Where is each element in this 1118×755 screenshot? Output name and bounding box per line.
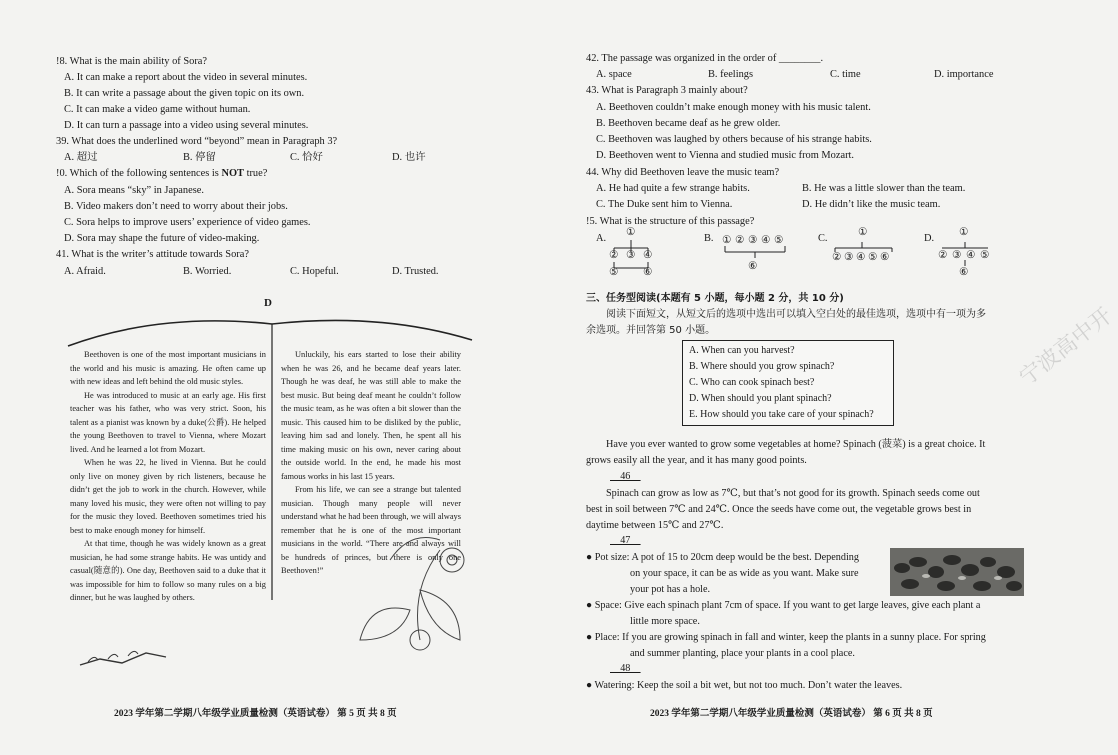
- diagram-b-node-3: ③: [748, 235, 758, 246]
- diagram-b-node-5: ⑤: [774, 235, 784, 246]
- option-item: A. When can you harvest?: [689, 345, 795, 356]
- q43-stem: 43. What is Paragraph 3 mainly about?: [586, 85, 748, 96]
- bullet-pot-line1: ● Pot size: A pot of 15 to 20cm deep would be the best. Depending: [586, 552, 859, 563]
- diagram-b-node-6: ⑥: [748, 261, 758, 272]
- section-letter: D: [264, 297, 272, 309]
- q42-option-d: D. importance: [934, 69, 994, 80]
- para2-line2: best in soil between 7℃ and 24℃. Once the seeds have come out, the vegetable grows best in: [586, 504, 972, 515]
- diagram-b-node-4: ④: [761, 235, 771, 246]
- diagram-d-node-5: ⑤: [980, 250, 990, 261]
- q41-option-a: A. Afraid.: [64, 266, 106, 277]
- passage-paragraph: When he was 22, he lived in Vienna. But he could only live on money given by rich listeners, because he didn’t get the job to work in the church. However, while many loved his music, they were often not willing to pay for the music they loved. Beethoven sometimes tried his best to make enough money for himself.: [70, 458, 266, 535]
- bullet-space-line2: little more space.: [630, 616, 700, 627]
- options-box: [682, 340, 894, 426]
- diagram-a-node-1: ①: [626, 227, 636, 238]
- q44-option-c: C. The Duke sent him to Vienna.: [596, 199, 733, 210]
- passage-paragraph: From his life, we can see a strange but talented musician. Though many people will never understand what he had been through, we will always remember that he is one of the most important musicians in the world. “There are and always will be hundreds of princes, but there is only one Beethoven!”: [281, 485, 461, 575]
- q41-stem: 41. What is the writer’s attitude towards Sora?: [56, 249, 249, 260]
- q40-stem-bold: NOT: [221, 168, 244, 179]
- q40-option-b: B. Video makers don’t need to worry about their jobs.: [64, 201, 288, 212]
- diagram-d-node-3: ③: [952, 250, 962, 261]
- diagram-c-node-4: ④: [856, 252, 866, 263]
- diagram-b-node-1: ①: [722, 235, 732, 246]
- diagram-d-node-6: ⑥: [959, 267, 969, 278]
- diagram-a-node-2: ②: [609, 250, 619, 261]
- option-item: C. Who can cook spinach best?: [689, 377, 815, 388]
- q42-option-b: B. feelings: [708, 69, 754, 80]
- q40-option-c: C. Sora helps to improve users’ experience of video games.: [64, 217, 311, 228]
- spinach-photo: [890, 548, 1024, 596]
- q38-option-d: D. It can turn a passage into a video using several minutes.: [64, 120, 309, 131]
- q44-option-d: D. He didn’t like the music team.: [802, 199, 941, 210]
- q39-option-b: B. 停留: [183, 152, 216, 163]
- blank-47: 47: [610, 535, 641, 546]
- q39-option-c: C. 恰好: [290, 152, 323, 163]
- diagram-c-node-5: ⑤: [868, 252, 878, 263]
- q43-option-d: D. Beethoven went to Vienna and studied music from Mozart.: [596, 150, 855, 161]
- q44-option-b: B. He was a little slower than the team.: [802, 183, 966, 194]
- q42-stem: 42. The passage was organized in the order of ________.: [586, 53, 824, 64]
- q38-option-c: C. It can make a video game without human.: [64, 104, 251, 115]
- left-page: [0, 0, 540, 755]
- option-item: B. Where should you grow spinach?: [689, 361, 835, 372]
- q44-stem: 44. Why did Beethoven leave the music team?: [586, 167, 780, 178]
- q41-option-d: D. Trusted.: [392, 266, 439, 277]
- q38-option-b: B. It can write a passage about the given topic on its own.: [64, 88, 305, 99]
- q40-stem: [56, 167, 267, 180]
- q38-stem: !8. What is the main ability of Sora?: [56, 56, 208, 67]
- q39-option-d: D. 也许: [392, 152, 426, 163]
- passage-paragraph: Beethoven is one of the most important musicians in the world and his music is amazing. He often came up with new ideas and left behind the old music styles.: [70, 350, 266, 386]
- right-footer: 2023 学年第二学期八年级学业质量检测（英语试卷） 第 6 页 共 8 页: [650, 709, 933, 719]
- diagram-a-node-3: ③: [626, 250, 636, 261]
- q38-option-a: A. It can make a report about the video in several minutes.: [64, 72, 308, 83]
- diagram-c-node-1: ①: [858, 227, 868, 238]
- section3-instruction-1: 阅读下面短文，从短文后的选项中选出可以填入空白处的最佳选项，选项中有一项为多: [606, 309, 986, 320]
- diagram-c-node-3: ③: [844, 252, 854, 263]
- diagram-c-node-6: ⑥: [880, 252, 890, 263]
- para1-line2: grows easily all the year, and it has many good points.: [586, 455, 807, 466]
- q43-option-a: A. Beethoven couldn’t make enough money with his music talent.: [596, 102, 871, 113]
- para2-line1: Spinach can grow as low as 7℃, but that’s not good for its growth. Spinach seeds come out: [606, 488, 980, 499]
- q40-option-a: A. Sora means “sky” in Japanese.: [64, 185, 204, 196]
- passage-paragraph: He was introduced to music at an early age. His first teacher was his father, who was very strict. Soon, his talent as a pianist was known by a duke(公爵). He helped the young Beethoven to travel to Vienna, where Mozart lived. And he learned a lot from Mozart.: [70, 390, 266, 454]
- q40-stem-pre: !0. Which of the following sentences is: [56, 168, 222, 179]
- q43-option-b: B. Beethoven became deaf as he grew older.: [596, 118, 781, 129]
- bullet-pot-line3: your pot has a hole.: [630, 584, 711, 595]
- left-footer: 2023 学年第二学期八年级学业质量检测（英语试卷） 第 5 页 共 8 页: [114, 709, 397, 719]
- blank-46: 46: [610, 471, 641, 482]
- passage-paragraph: At that time, though he was widely known as a great musician, he had some strange habits. He was untidy and casual(随意的). One day, Beethoven said to a duke that it was impossible for him to follow so many rules on a big dinner, but he was laughed by others.: [70, 539, 266, 602]
- bullet-pot-line2: on your space, it can be as wide as you want. Make sure: [630, 568, 859, 579]
- diagram-d-node-2: ②: [938, 250, 948, 261]
- diagram-c-node-2: ②: [832, 252, 842, 263]
- diagram-a-node-6: ⑥: [643, 267, 653, 278]
- watermark: 宁波高中开: [1015, 303, 1118, 391]
- para2-line3: daytime between 15℃ and 27℃.: [586, 520, 724, 531]
- blank-48: 48: [610, 663, 641, 674]
- bullet-place-line1: ● Place: If you are growing spinach in fall and winter, keep the plants in a sunny place. For spring: [586, 632, 986, 643]
- q44-option-a: A. He had quite a few strange habits.: [596, 183, 750, 194]
- q45-option-b: B.: [704, 233, 714, 244]
- option-item: E. How should you take care of your spinach?: [689, 409, 874, 420]
- q45-option-a: A.: [596, 233, 607, 244]
- diagram-b-node-2: ②: [735, 235, 745, 246]
- section3-title: 三、任务型阅读(本题有 5 小题，每小题 2 分，共 10 分): [586, 293, 844, 304]
- q45-stem: !5. What is the structure of this passage?: [586, 216, 755, 227]
- passage-column-2: [281, 348, 461, 578]
- bullet-watering-line1: ● Watering: Keep the soil a bit wet, but not too much. Don’t water the leaves.: [586, 680, 903, 691]
- q40-stem-post: true?: [243, 168, 268, 179]
- q42-option-a: A. space: [596, 69, 632, 80]
- diagram-a-node-5: ⑤: [609, 267, 619, 278]
- q41-option-c: C. Hopeful.: [290, 266, 339, 277]
- right-page: [540, 0, 1118, 755]
- q39-stem: 39. What does the underlined word “beyond” mean in Paragraph 3?: [56, 136, 338, 147]
- passage-paragraph: Unluckily, his ears started to lose their ability when he was 26, and he became deaf years later. Though he was deaf, he was still able to make the best music. But being deaf meant he couldn’t follow the music team, as he was often a bit slower than the music. This caused him to be disliked by the public, leaving him sad and lonely. Then, he spent all his time making music on his own, never caring about the outside world. In the end, he made his most famous works in his last 15 years.: [281, 350, 461, 481]
- q40-option-d: D. Sora may shape the future of video-making.: [64, 233, 260, 244]
- passage-column-1: [70, 348, 266, 605]
- section3-instruction-2: 余选项。并回答第 50 小题。: [586, 325, 716, 336]
- diagram-d-node-1: ①: [959, 227, 969, 238]
- q41-option-b: B. Worried.: [183, 266, 232, 277]
- q42-option-c: C. time: [830, 69, 861, 80]
- q45-option-c: C.: [818, 233, 828, 244]
- option-item: D. When should you plant spinach?: [689, 393, 832, 404]
- q45-option-d: D.: [924, 233, 935, 244]
- para1-line1: Have you ever wanted to grow some vegetables at home? Spinach (菠菜) is a great choice. It: [606, 439, 986, 450]
- q43-option-c: C. Beethoven was laughed by others because of his strange habits.: [596, 134, 872, 145]
- bullet-place-line2: and summer planting, place your plants in a cool place.: [630, 648, 855, 659]
- diagram-a-node-4: ④: [643, 250, 653, 261]
- q39-option-a: A. 超过: [64, 152, 98, 163]
- bullet-space-line1: ● Space: Give each spinach plant 7cm of space. If you want to get large leaves, give each plant a: [586, 600, 981, 611]
- diagram-d-node-4: ④: [966, 250, 976, 261]
